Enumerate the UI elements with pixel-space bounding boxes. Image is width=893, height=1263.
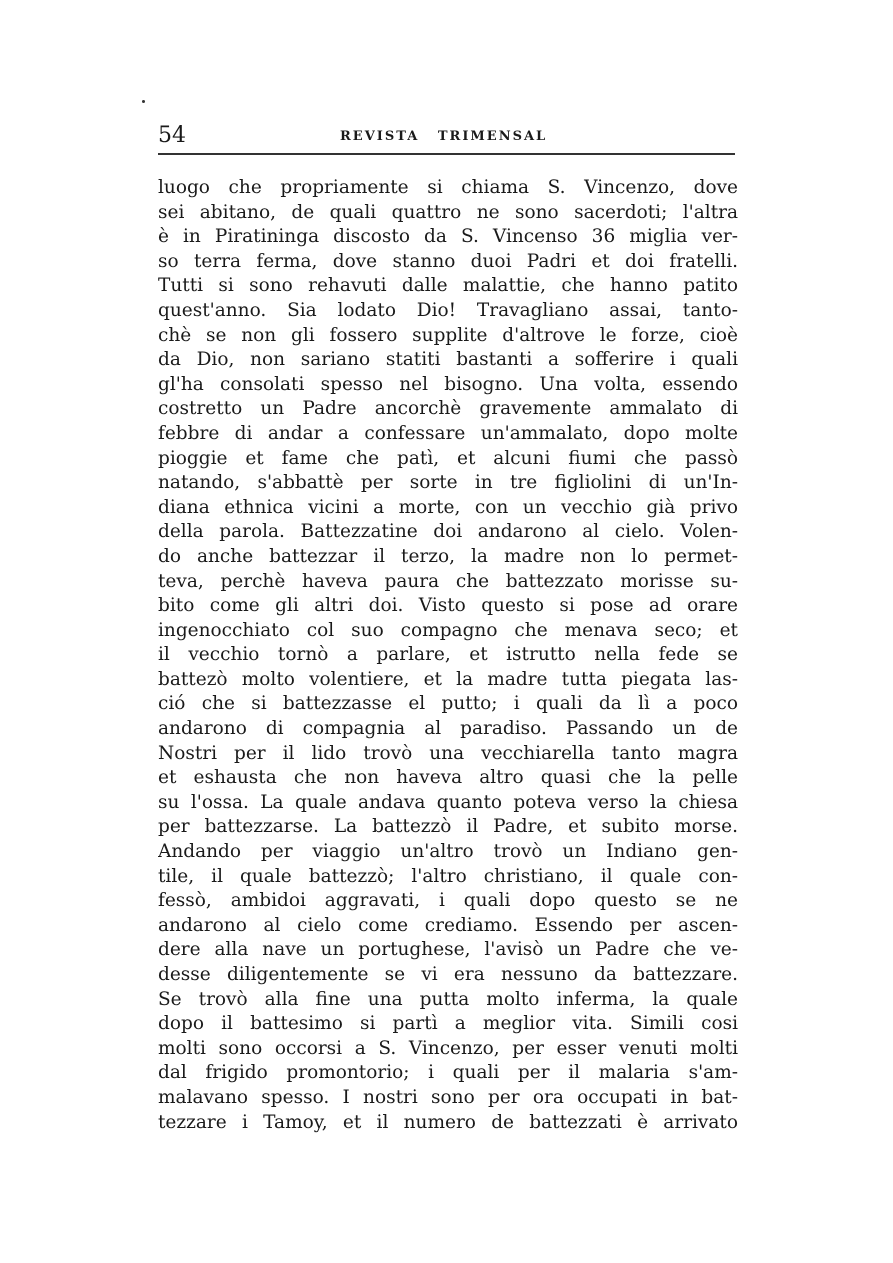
- text-line: dopo il battesimo si partì a meglior vita. Simili cosi: [158, 1013, 738, 1035]
- text-line: et eshausta che non haveva altro quasi che la pelle: [158, 767, 738, 789]
- ink-speck: [142, 100, 145, 103]
- text-line: per battezzarse. La battezzò il Padre, et subito morse.: [158, 816, 738, 838]
- text-line: tile, il quale battezzò; l'altro christiano, il quale con-: [158, 865, 738, 887]
- text-line: ció che si battezzasse el putto; i quali da lì a poco: [158, 693, 738, 715]
- text-line: luogo che propriamente si chiama S. Vincenzo, dove: [158, 177, 738, 198]
- page-number: 54: [158, 123, 186, 148]
- text-line: do anche battezzar il terzo, la madre non lo permet-: [158, 545, 738, 567]
- text-line: desse diligentemente se vi era nessuno da battezzare.: [158, 964, 738, 985]
- text-line: è in Piratininga discosto da S. Vincenso 36 miglia ver-: [158, 226, 738, 248]
- text-line: Andando per viaggio un'altro trovò un Indiano gen-: [158, 841, 738, 863]
- text-line: malavano spesso. I nostri sono per ora occupati in bat-: [158, 1086, 738, 1108]
- text-line: il vecchio tornò a parlare, et istrutto nella fede se: [158, 644, 738, 666]
- text-line: andarono di compagnia al paradiso. Passando un de: [158, 718, 738, 740]
- body-text: [158, 176, 738, 1135]
- text-line: dal frigido promontorio; i quali per il malaria s'am-: [158, 1062, 738, 1084]
- text-line: Tutti si sono rehavuti dalle malattie, che hanno patito: [158, 275, 738, 297]
- text-line: tezzare i Tamoy, et il numero de battezzati è arrivato: [158, 1111, 738, 1133]
- text-line: so terra ferma, dove stanno duoi Padri et doi fratelli.: [158, 250, 738, 272]
- text-line: sei abitano, de quali quattro ne sono sacerdoti; l'altra: [158, 201, 738, 223]
- text-line: pioggie et fame che patì, et alcuni fiumi che passò: [158, 447, 738, 469]
- text-line: ingenocchiato col suo compagno che menava seco; et: [158, 619, 738, 641]
- text-line: diana ethnica vicini a morte, con un vecchio già privo: [158, 496, 738, 518]
- text-line: febbre di andar a confessare un'ammalato, dopo molte: [158, 422, 738, 444]
- text-line: Se trovò alla fine una putta molto inferma, la quale: [158, 988, 738, 1010]
- page-header: [158, 123, 738, 153]
- running-title: REVISTA TRIMENSAL: [340, 129, 548, 144]
- text-line: natando, s'abbattè per sorte in tre figliolini di un'In-: [158, 472, 738, 494]
- text-line: bito come gli altri doi. Visto questo si pose ad orare: [158, 595, 738, 617]
- text-line: costretto un Padre ancorchè gravemente ammalato di: [158, 398, 738, 420]
- text-line: molti sono occorsi a S. Vincenzo, per esser venuti molti: [158, 1037, 738, 1059]
- text-line: da Dio, non sariano statiti bastanti a sofferire i quali: [158, 349, 738, 371]
- text-line: chè se non gli fossero supplite d'altrove le forze, cioè: [158, 324, 738, 346]
- text-line: battezò molto volentiere, et la madre tutta piegata las-: [158, 668, 738, 690]
- header-rule: [158, 153, 735, 155]
- text-line: andarono al cielo come crediamo. Essendo per ascen-: [158, 914, 738, 936]
- text-line: della parola. Battezzatine doi andarono al cielo. Volen-: [158, 521, 738, 543]
- text-line: gl'ha consolati spesso nel bisogno. Una volta, essendo: [158, 373, 738, 395]
- text-line: Nostri per il lido trovò una vecchiarella tanto magra: [158, 742, 738, 764]
- text-line: dere alla nave un portughese, l'avisò un Padre che ve-: [158, 939, 738, 961]
- text-line: su l'ossa. La quale andava quanto poteva verso la chiesa: [158, 791, 738, 813]
- text-line: quest'anno. Sia lodato Dio! Travagliano assai, tanto-: [158, 299, 738, 321]
- text-line: teva, perchè haveva paura che battezzato morisse su-: [158, 570, 738, 592]
- text-line: fessò, ambidoi aggravati, i quali dopo questo se ne: [158, 890, 738, 912]
